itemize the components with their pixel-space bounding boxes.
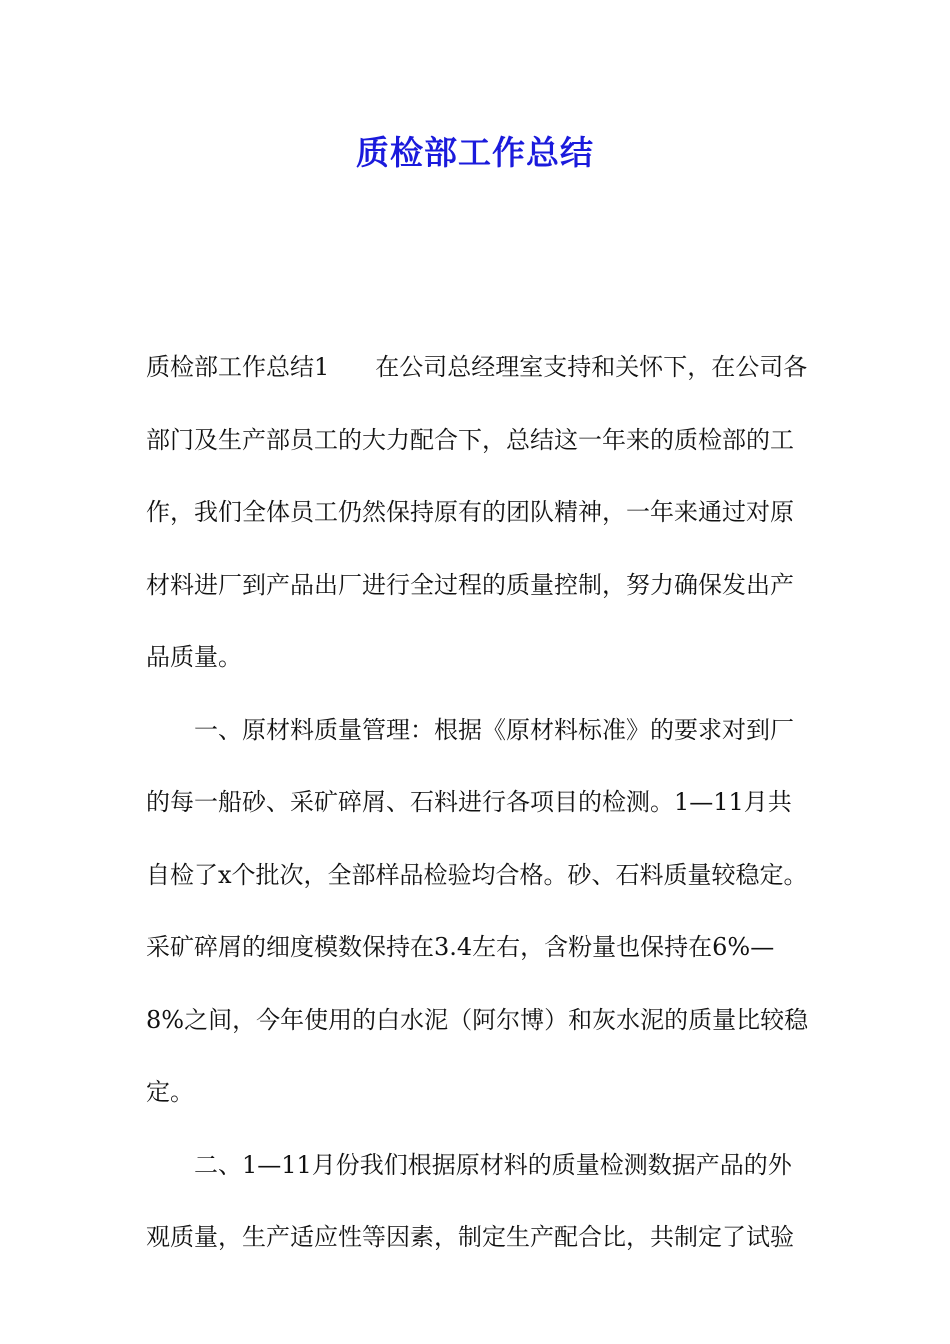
paragraph-raw-materials: 一、原材料质量管理：根据《原材料标准》的要求对到厂的每一船砂、采矿碎屑、石料进行各项目的检测。1—11月共自检了x个批次，全部样品检验均合格。砂、石料质量较稳定。采矿碎屑的细度模数保持在3.4左右，含粉量也保持在6%—8%之间，今年使用的白水泥（阿尔博）和灰水泥的质量比较稳定。 bbox=[146, 715, 809, 1106]
document-title: 质检部工作总结 bbox=[356, 133, 594, 172]
paragraph-intro bbox=[146, 331, 812, 694]
intro-heading: 质检部工作总结1 bbox=[146, 353, 330, 381]
document-body bbox=[146, 331, 812, 1274]
paragraph-text: 在公司总经理室支持和关怀下，在公司各部门及生产部员工的大力配合下，总结这一年来的质检部的工作，我们全体员工仍然保持原有的团队精神，一年来通过对原材料进厂到产品出厂进行全过程的质量控制，努力确保发出产品质量。 bbox=[146, 353, 808, 671]
paragraph-mix-ratio: 二、1—11月份我们根据原材料的质量检测数据产品的外观质量，生产适应性等因素，制定生产配合比，共制定了试验 bbox=[146, 1150, 794, 1251]
